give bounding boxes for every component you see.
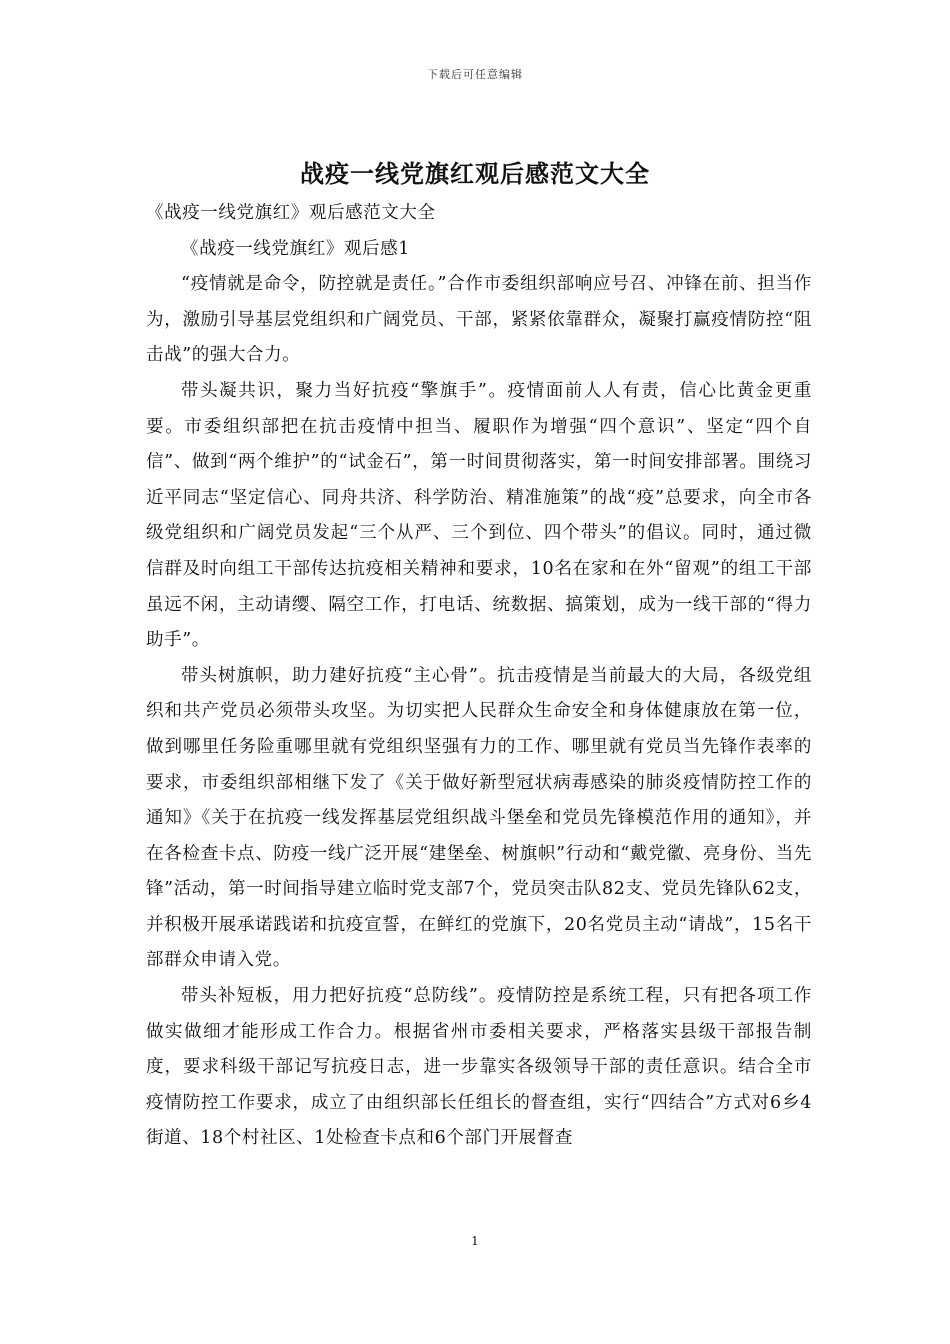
paragraph: 带头树旗帜，助力建好抗疫“主心骨”。抗击疫情是当前最大的大局，各级党组织和共产党员必须带头攻坚。为切实把人民群众生命安全和身体健康放在第一位，做到哪里任务险重哪里就有党组织坚强有力的工作、哪里就有党员当先锋作表率的要求，市委组织部相继下发了《关于做好新型冠状病毒感染的肺炎疫情防控工作的通知》《关于在抗疫一线发挥基层党组织战斗堡垒和党员先锋模范作用的通知》，并在各检查卡点、防疫一线广泛开展“建堡垒、树旗帜”行动和“戴党徽、亮身份、当先锋”活动，第一时间指导建立临时党支部7个，党员突击队82支、党员先锋队62支，并积极开展承诺践诺和抗疫宣誓，在鲜红的党旗下，20名党员主动“请战”，15名干部群众申请入党。 bbox=[146, 665, 812, 971]
paragraph: “疫情就是命令，防控就是责任。”合作市委组织部响应号召、冲锋在前、担当作为，激励引导基层党组织和广阔党员、干部，紧紧依靠群众，凝聚打赢疫情防控“阻击战”的强大合力。 bbox=[146, 274, 812, 366]
document-body bbox=[146, 196, 812, 1157]
page-number: 1 bbox=[471, 1234, 479, 1248]
paragraph: 带头凝共识，聚力当好抗疫“擎旗手”。疫情面前人人有责，信心比黄金更重要。市委组织部把在抗击疫情中担当、履职作为增强“四个意识”、坚定“四个自信”、做到“两个维护”的“试金石”，第一时间贯彻落实，第一时间安排部署。围绕习近平同志“坚定信心、同舟共济、科学防治、精准施策”的战“疫”总要求，向全市各级党组织和广阔党员发起“三个从严、三个到位、四个带头”的倡议。同时，通过微信群及时向组工干部传达抗疫相关精神和要求，10名在家和在外“留观”的组工干部虽远不闲，主动请缨、隔空工作，打电话、统数据、搞策划，成为一线干部的“得力助手”。 bbox=[146, 380, 812, 651]
section-heading: 《战疫一线党旗红》观后感1 bbox=[181, 238, 410, 259]
document-subtitle: 《战疫一线党旗红》观后感范文大全 bbox=[146, 203, 436, 223]
paragraph: 带头补短板，用力把好抗疫“总防线”。疫情防控是系统工程，只有把各项工作做实做细才能形成工作合力。根据省州市委相关要求，严格落实县级干部报告制度，要求科级干部记写抗疫日志，进一步靠实各级领导干部的责任意识。结合全市疫情防控工作要求，成立了由组织部长任组长的督查组，实行“四结合”方式对6乡4街道、18个村社区、1处检查卡点和6个部门开展督查 bbox=[146, 986, 812, 1149]
header-note: 下载后可任意编辑 bbox=[427, 68, 523, 81]
document-title: 战疫一线党旗红观后感范文大全 bbox=[300, 159, 650, 188]
